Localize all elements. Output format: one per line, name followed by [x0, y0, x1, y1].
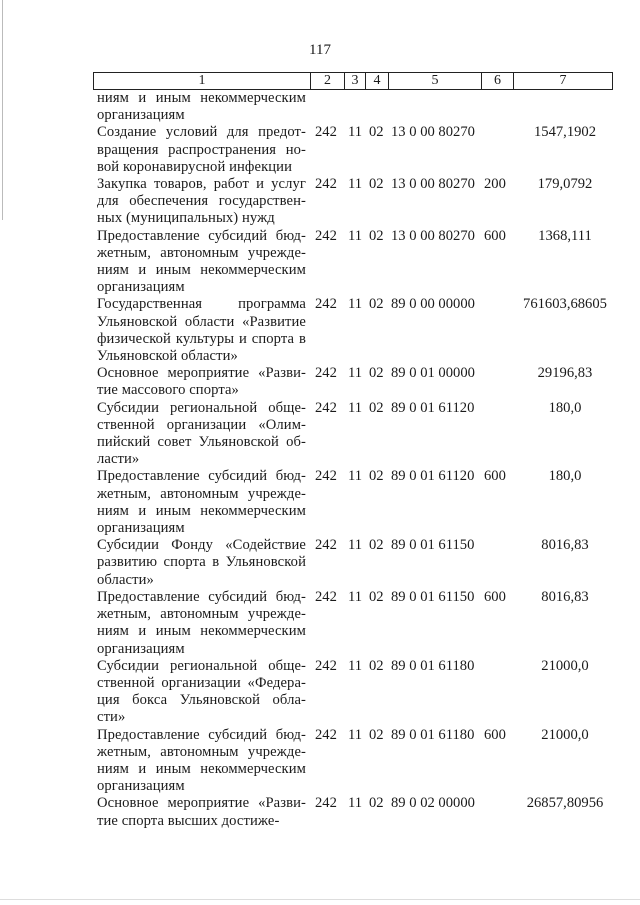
scan-edge-bottom	[0, 899, 640, 900]
table-row	[93, 296, 613, 365]
column-header-5: 5	[388, 73, 481, 89]
description-line: развитию спорта в Ульяновской	[97, 554, 306, 571]
ministry-code: 242	[315, 537, 337, 554]
subsection-code: 02	[369, 468, 384, 485]
description-line: ственной организации «Федера-	[97, 674, 306, 691]
description-line: Закупка товаров, работ и услуг	[97, 176, 306, 193]
subsection-code: 02	[369, 795, 384, 812]
section-code: 11	[348, 657, 363, 674]
section-code: 11	[348, 537, 363, 554]
budget-table	[93, 72, 613, 830]
description-line: организациям	[97, 640, 185, 657]
description-line: ция бокса Ульяновской обла-	[97, 692, 306, 709]
amount: 179,0792	[537, 176, 593, 193]
description-line: физической культуры и спорта в	[97, 330, 306, 347]
table-row	[93, 468, 613, 537]
description-line: ласти»	[97, 451, 140, 468]
description-line: Субсидии региональной обще-	[97, 657, 306, 674]
section-code: 11	[348, 588, 363, 605]
ministry-code: 242	[315, 657, 337, 674]
ministry-code: 242	[315, 468, 337, 485]
column-header-3: 3	[344, 73, 365, 89]
description-line: жетным, автономным учрежде-	[97, 743, 306, 760]
column-header-4: 4	[365, 73, 388, 89]
description-line: Основное мероприятие «Разви-	[97, 365, 306, 382]
target-article-code: 89 0 01 61180	[391, 657, 475, 674]
subsection-code: 02	[369, 657, 384, 674]
ministry-code: 242	[315, 588, 337, 605]
subsection-code: 02	[369, 537, 384, 554]
expense-type-code: 600	[484, 468, 506, 485]
target-article-code: 89 0 01 61120	[391, 399, 475, 416]
table-row	[93, 90, 613, 124]
section-code: 11	[348, 296, 363, 313]
target-article-code: 89 0 01 00000	[391, 365, 475, 382]
target-article-code: 89 0 00 00000	[391, 296, 475, 313]
description-line: Субсидии региональной обще-	[97, 399, 306, 416]
amount: 21000,0	[541, 726, 589, 743]
amount: 1547,1902	[533, 124, 597, 141]
target-article-code: 89 0 01 61150	[391, 537, 475, 554]
table-row	[93, 176, 613, 228]
description-line: организациям	[97, 778, 185, 795]
amount: 8016,83	[541, 588, 589, 605]
row-description	[93, 658, 306, 727]
amount: 1368,111	[538, 227, 592, 244]
ministry-code: 242	[315, 365, 337, 382]
table-row	[93, 658, 613, 727]
target-article-code: 89 0 01 61120	[391, 468, 475, 485]
table-row	[93, 400, 613, 469]
description-line: пийский совет Ульяновской об-	[97, 434, 306, 451]
description-line: ниям и иным некоммерческим	[97, 262, 306, 279]
table-row	[93, 795, 613, 829]
ministry-code: 242	[315, 399, 337, 416]
description-line: вой коронавирусной инфекции	[97, 158, 292, 175]
expense-type-code: 200	[484, 176, 506, 193]
row-description	[93, 468, 306, 537]
row-description	[93, 228, 306, 297]
description-line: ниям и иным некоммерческим	[97, 90, 306, 106]
description-line: Основное мероприятие «Разви-	[97, 795, 306, 812]
section-code: 11	[348, 365, 363, 382]
row-description	[93, 400, 306, 469]
ministry-code: 242	[315, 795, 337, 812]
table-body	[93, 90, 613, 830]
row-description	[93, 124, 306, 176]
description-line: Государственная программа	[97, 296, 306, 313]
description-line: жетным, автономным учрежде-	[97, 244, 306, 261]
description-line: ных (муниципальных) нужд	[97, 210, 275, 227]
description-line: Ульяновской области»	[97, 348, 238, 365]
target-article-code: 89 0 02 00000	[391, 795, 475, 812]
description-line: жетным, автономным учрежде-	[97, 606, 306, 623]
section-code: 11	[348, 795, 363, 812]
description-line: тие массового спорта»	[97, 382, 239, 399]
section-code: 11	[348, 176, 363, 193]
table-row	[93, 124, 613, 176]
description-line: сти»	[97, 709, 126, 726]
subsection-code: 02	[369, 399, 384, 416]
column-header-2: 2	[310, 73, 344, 89]
subsection-code: 02	[369, 176, 384, 193]
description-line: вращения распространения но-	[97, 141, 306, 158]
scan-edge-left	[2, 0, 3, 220]
description-line: Предоставление субсидий бюд-	[97, 726, 306, 743]
subsection-code: 02	[369, 726, 384, 743]
table-row	[93, 365, 613, 399]
subsection-code: 02	[369, 588, 384, 605]
table-row	[93, 228, 613, 297]
row-description	[93, 90, 306, 124]
amount: 180,0	[548, 399, 582, 416]
expense-type-code: 600	[484, 726, 506, 743]
column-header-6: 6	[481, 73, 513, 89]
target-article-code: 13 0 00 80270	[391, 176, 475, 193]
description-line: Предоставление субсидий бюд-	[97, 588, 306, 605]
description-line: Предоставление субсидий бюд-	[97, 227, 306, 244]
column-header-7: 7	[513, 73, 612, 89]
description-line: для обеспечения государствен-	[97, 193, 306, 210]
row-description	[93, 296, 306, 365]
description-line: тие спорта высших достиже-	[97, 812, 280, 829]
row-description	[93, 537, 306, 589]
amount: 21000,0	[541, 657, 589, 674]
description-line: Ульяновской области «Развитие	[97, 313, 306, 330]
description-line: ниям и иным некоммерческим	[97, 623, 306, 640]
description-line: организациям	[97, 107, 185, 124]
section-code: 11	[348, 399, 363, 416]
description-line: организациям	[97, 279, 185, 296]
ministry-code: 242	[315, 227, 337, 244]
section-code: 11	[348, 726, 363, 743]
ministry-code: 242	[315, 176, 337, 193]
ministry-code: 242	[315, 726, 337, 743]
column-header-1: 1	[198, 73, 206, 88]
subsection-code: 02	[369, 227, 384, 244]
section-code: 11	[348, 227, 363, 244]
amount: 8016,83	[541, 537, 589, 554]
description-line: организациям	[97, 520, 185, 537]
table-row	[93, 537, 613, 589]
amount: 29196,83	[537, 365, 593, 382]
ministry-code: 242	[315, 296, 337, 313]
row-description	[93, 176, 306, 228]
description-line: жетным, автономным учрежде-	[97, 485, 306, 502]
row-description	[93, 795, 306, 829]
ministry-code: 242	[315, 124, 337, 141]
row-description	[93, 589, 306, 658]
description-line: Предоставление субсидий бюд-	[97, 468, 306, 485]
amount: 761603,68605	[523, 296, 607, 313]
description-line: Создание условий для предот-	[97, 124, 306, 141]
description-line: ственной организации «Олим-	[97, 416, 306, 433]
subsection-code: 02	[369, 296, 384, 313]
section-code: 11	[348, 468, 363, 485]
subsection-code: 02	[369, 124, 384, 141]
row-description	[93, 727, 306, 796]
target-article-code: 13 0 00 80270	[391, 124, 475, 141]
target-article-code: 89 0 01 61180	[391, 726, 475, 743]
amount: 180,0	[548, 468, 582, 485]
description-line: Субсидии Фонду «Содействие	[97, 537, 306, 554]
table-row	[93, 727, 613, 796]
target-article-code: 89 0 01 61150	[391, 588, 475, 605]
description-line: ниям и иным некоммерческим	[97, 502, 306, 519]
target-article-code: 13 0 00 80270	[391, 227, 475, 244]
amount: 26857,80956	[526, 795, 604, 812]
row-description	[93, 365, 306, 399]
table-row	[93, 589, 613, 658]
expense-type-code: 600	[484, 227, 506, 244]
table-header-row	[93, 72, 613, 90]
section-code: 11	[348, 124, 363, 141]
description-line: ниям и иным некоммерческим	[97, 760, 306, 777]
page-number: 117	[309, 42, 331, 58]
description-line: области»	[97, 571, 154, 588]
expense-type-code: 600	[484, 588, 506, 605]
subsection-code: 02	[369, 365, 384, 382]
